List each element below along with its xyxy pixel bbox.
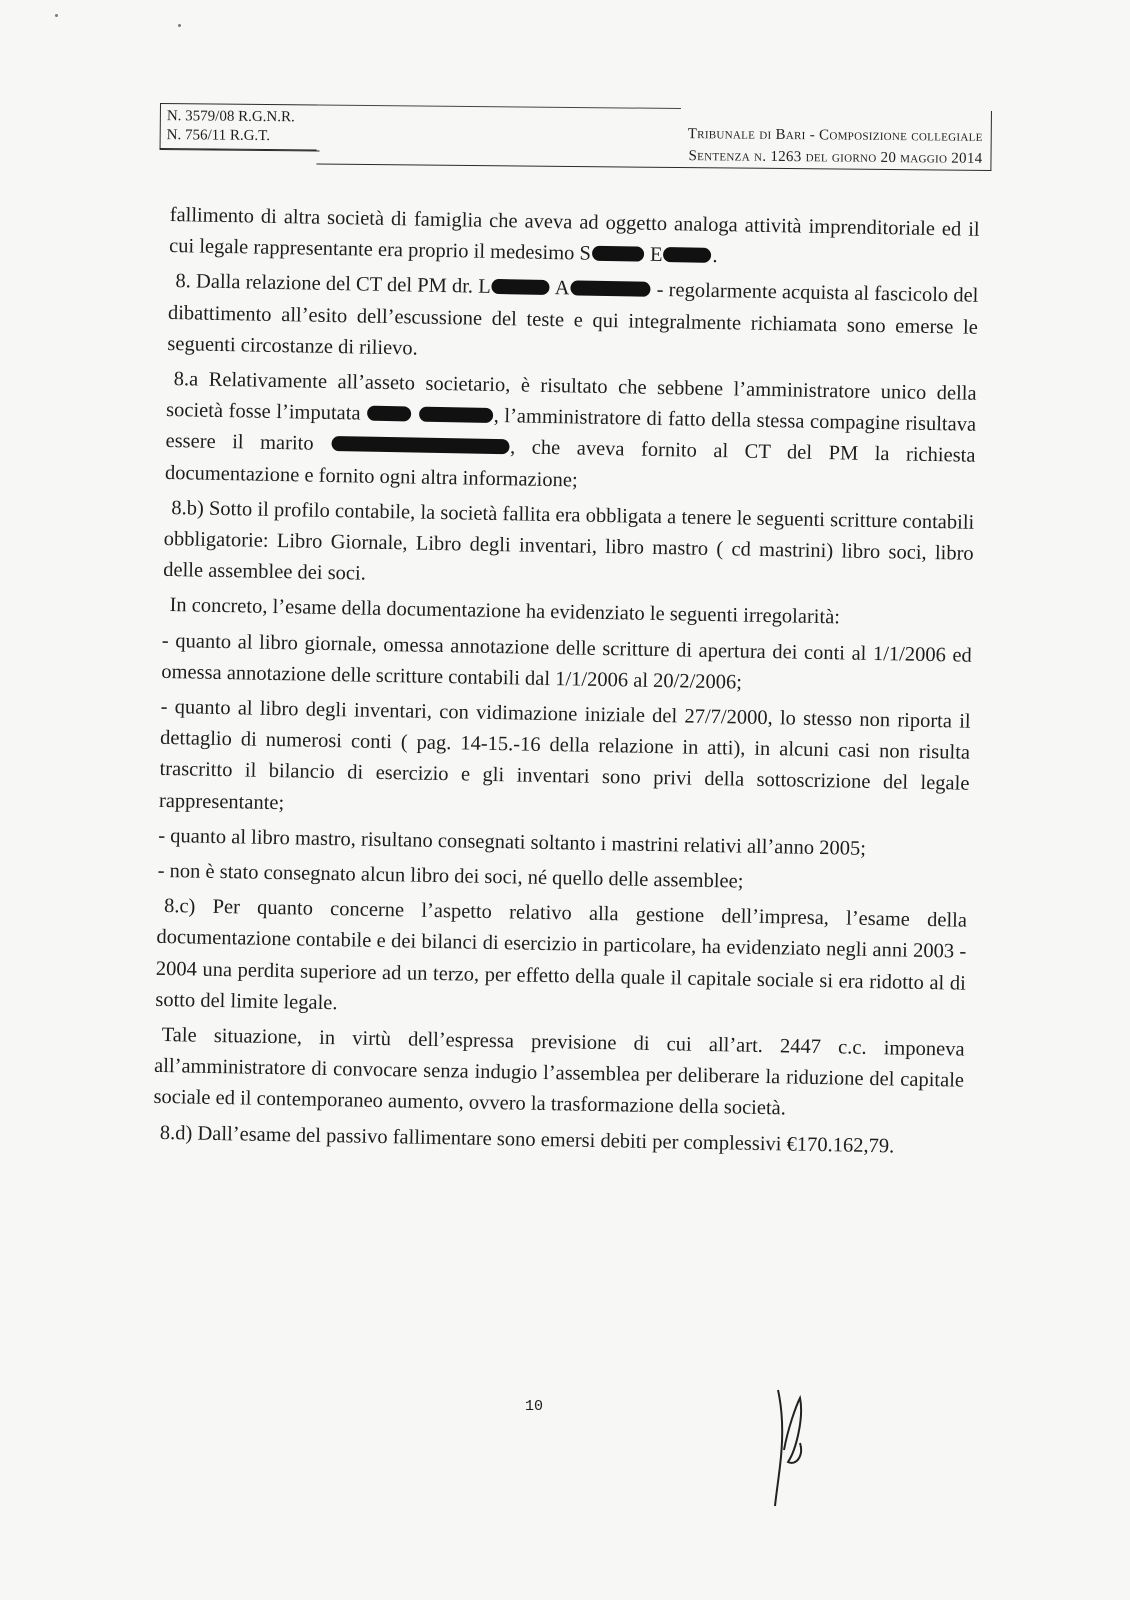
document-header — [159, 103, 992, 171]
paragraph: fallimento di altra società di famiglia che aveva ad oggetto analoga attività imprenditoriale ed il cui legale rappresentante era proprio il medesimo S E . — [168, 203, 980, 268]
court-name: Tribunale di Bari - Composizione collegiale — [687, 126, 983, 145]
list-item: - quanto al libro degli inventari, con vidimazione iniziale del 27/7/2000, lo stesso non riporta il dettaglio di numerosi conti ( pag. 14-15.-16 della relazione in atti), in alcuni casi non risulta trascritto il bilancio di esercizio e gli inventari sono privi della sottoscrizione del legale rappresentante; — [158, 695, 971, 814]
court-info-box — [316, 105, 992, 171]
redaction-mark — [419, 407, 493, 423]
scan-speck — [178, 24, 181, 27]
redaction-mark — [492, 279, 550, 295]
paragraph: 8.b) Sotto il profilo contabile, la società fallita era obbligata a tenere le seguenti scritture contabili obbligatorie: Libro Giornale, Libro degli inventari, libro mastro ( cd mastrini) libro soci, libro delle assemblee dei soci. — [163, 496, 975, 585]
case-number-rgt: N. 756/11 R.G.T. — [166, 127, 271, 145]
scan-speck — [55, 14, 58, 17]
sentence-reference: Sentenza n. 1263 del giorno 20 maggio 2014 — [688, 148, 983, 167]
redaction-mark — [367, 406, 411, 422]
case-number-rgnr: N. 3579/08 R.G.N.R. — [166, 108, 295, 126]
paragraph: Tale situazione, in virtù dell’espressa previsione di cui all’art. 2447 c.c. imponeva all’amministratore di convocare senza indugio l’assemblea per deliberare la riduzione del capitale sociale ed il contemporaneo aumento, ovvero la trasformazione della società. — [153, 1024, 965, 1120]
document-body — [153, 200, 980, 1168]
page-number: 10 — [525, 1398, 544, 1415]
case-numbers-box — [160, 103, 317, 151]
paragraph: 8.c) Per quanto concerne l’aspetto relativo alla gestione dell’impresa, l’esame della documentazione contabile e dei bilanci di esercizio in particolare, ha evidenziato negli anni 2003 - 2004 una perdita superiore ad un terzo, per effetto della quale il capitale sociale si era ridotto al di sotto del limite legale. — [155, 895, 968, 1015]
paragraph: 8.d) Dall’esame del passivo fallimentare sono emersi debiti per complessivi €170.162,79. — [159, 1121, 895, 1158]
list-item: - non è stato consegnato alcun libro dei soci, né quello delle assemblee; — [157, 859, 744, 893]
redaction-mark — [570, 281, 650, 297]
header-divider — [160, 149, 320, 152]
redaction-mark — [663, 247, 711, 263]
list-item: - quanto al libro mastro, risultano consegnati soltanto i mastrini relativi all’anno 2005; — [158, 824, 867, 860]
handwritten-initials — [770, 1388, 830, 1508]
list-item: - quanto al libro giornale, omessa annotazione delle scritture di apertura dei conti al 1/1/2006 ed omessa annotazione delle scritture contabili dal 1/1/2006 al 20/2/2006; — [161, 629, 972, 694]
redaction-mark — [592, 246, 644, 262]
paragraph: 8. Dalla relazione del CT del PM dr. L A - regolarmente acquista al fascicolo del dibattimento all’esito dell’escussione del teste e qui integralmente richiamata sono emerse le seguenti circostanze di rilievo. — [167, 270, 979, 360]
redaction-mark — [331, 436, 509, 454]
paragraph: In concreto, l’esame della documentazione ha evidenziato le seguenti irregolarità: — [169, 594, 841, 629]
paragraph: 8.a Relativamente all’asseto societario, è risultato che sebbene l’amministratore unico della società fosse l’imputata , l’amministratore di fatto della stessa compagine risultava essere il marito , che aveva fornito al CT del PM la richiesta documentazione e fornito ogni altra informazione; — [164, 368, 977, 492]
